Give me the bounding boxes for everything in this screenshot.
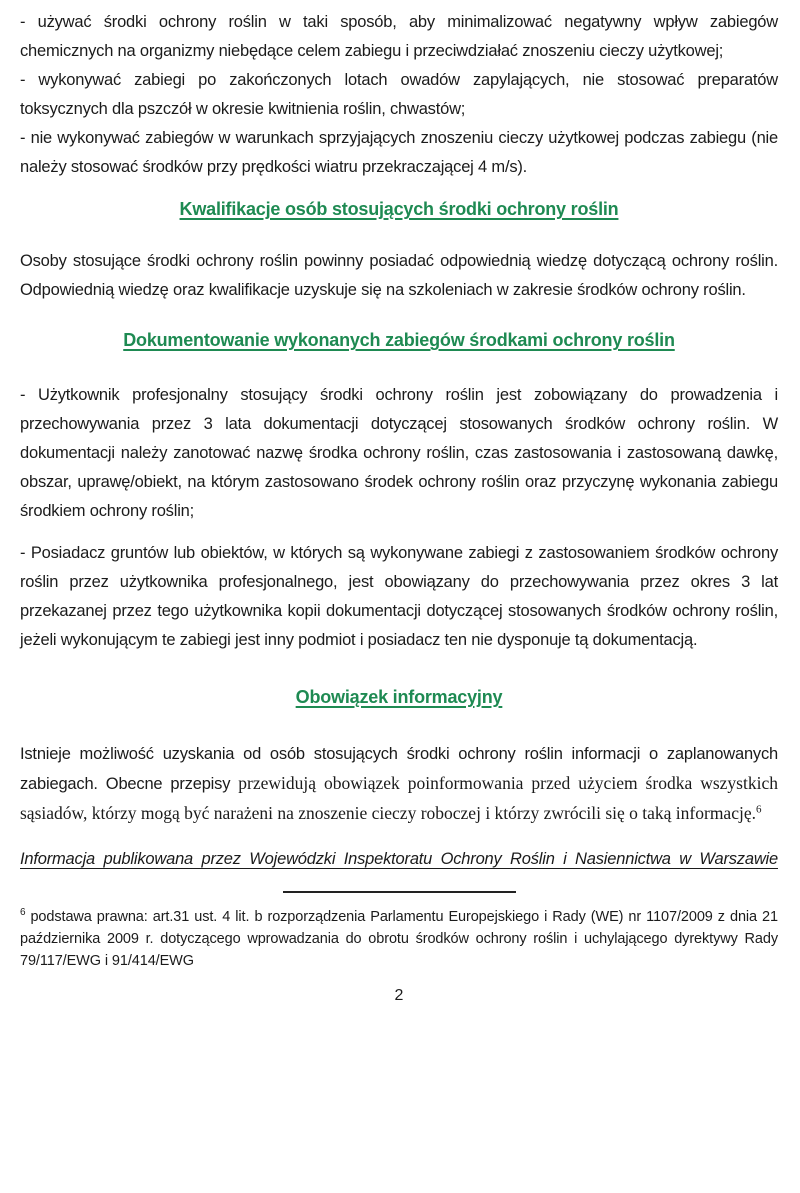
paragraph-documentation-professional-user: - Użytkownik profesjonalny stosujący środki ochrony roślin jest zobowiązany do prowadzenia i przechowywania przez 3 lata dokumentacji dotyczącej stosowanych środków ochrony roślin. W dokumentacji należy zanotować nazwę środka ochrony roślin, czas zastosowania i zastosowaną dawkę, obszar, uprawę/obiekt, na którym zastosowano środek ochrony roślin oraz przyczynę wykonania zabiegu środkiem ochrony roślin; [20,386,778,520]
footnote-text [20,906,778,972]
footnote-marker: 6 [20,907,26,919]
bullet-paragraph-usage: - używać środki ochrony roślin w taki sposób, aby minimalizować negatywny wpływ zabiegów chemicznych na organizmy niebędące celem zabiegu i przeciwdziałać znoszeniu cieczy użytkowej; [20,13,778,60]
text-segment-sans: Istnieje możliwość uzyskania od osób stosujących środki ochrony roślin informacji o zaplanowanych zabiegach. Obecne przepisy [20,745,778,793]
bullet-paragraph-wind: - nie wykonywać zabiegów w warunkach sprzyjających znoszeniu cieczy użytkowej podczas zabiegu (nie należy stosować środków przy prędkości wiatru przekraczającej 4 m/s). [20,129,778,176]
paragraph-documentation-landholder: - Posiadacz gruntów lub obiektów, w których są wykonywane zabiegi z zastosowaniem środków ochrony roślin przez użytkownika profesjonalnego, jest obowiązany do przechowywania przez okres 3 lat przekazanej przez tego użytkownika kopii dokumentacji dotyczącej stosowanych środków ochrony roślin, jeżeli wykonującym te zabiegi jest inny podmiot i posiadacz ten nie dysponuje tą dokumentacją. [20,544,778,649]
paragraph-qualifications: Osoby stosujące środki ochrony roślin powinny posiadać odpowiednią wiedzę dotyczącą ochrony roślin. Odpowiednią wiedzę oraz kwalifikacje uzyskuje się na szkoleniach w zakresie środków ochrony roślin. [20,252,778,299]
bullet-paragraph-pollinators: - wykonywać zabiegi po zakończonych lotach owadów zapylających, nie stosować preparatów toksycznych dla pszczół w okresie kwitnienia roślin, chwastów; [20,71,778,118]
source-attribution-line: Informacja publikowana przez Wojewódzki Inspektoratu Ochrony Roślin i Nasiennictwa w Warszawie [20,850,778,868]
footnote-reference: 6 [755,803,762,816]
page-number: 2 [394,987,404,1004]
paragraph-information-duty [20,740,778,829]
footnote-separator [283,891,516,893]
section-heading-qualifications: Kwalifikacje osób stosujących środki ochrony roślin [179,199,619,219]
section-heading-documentation: Dokumentowanie wykonanych zabiegów środkami ochrony roślin [123,330,675,350]
footnote-body: podstawa prawna: art.31 ust. 4 lit. b rozporządzenia Parlamentu Europejskiego i Rady (WE) nr 1107/2009 z dnia 21 października 2009 r. dotyczącego wprowadzania do obrotu środków ochrony roślin i uchylającego dyrektywy Rady 79/117/EWG i 91/414/EWG [20,909,778,969]
text-segment-serif: przewidują obowiązek poinformowania przed użyciem środka wszystkich sąsiadów, którzy mogą być narażeni na znoszenie cieczy roboczej i którzy zwrócili się o taką informację. [20,773,778,823]
section-heading-information-duty: Obowiązek informacyjny [295,687,503,707]
